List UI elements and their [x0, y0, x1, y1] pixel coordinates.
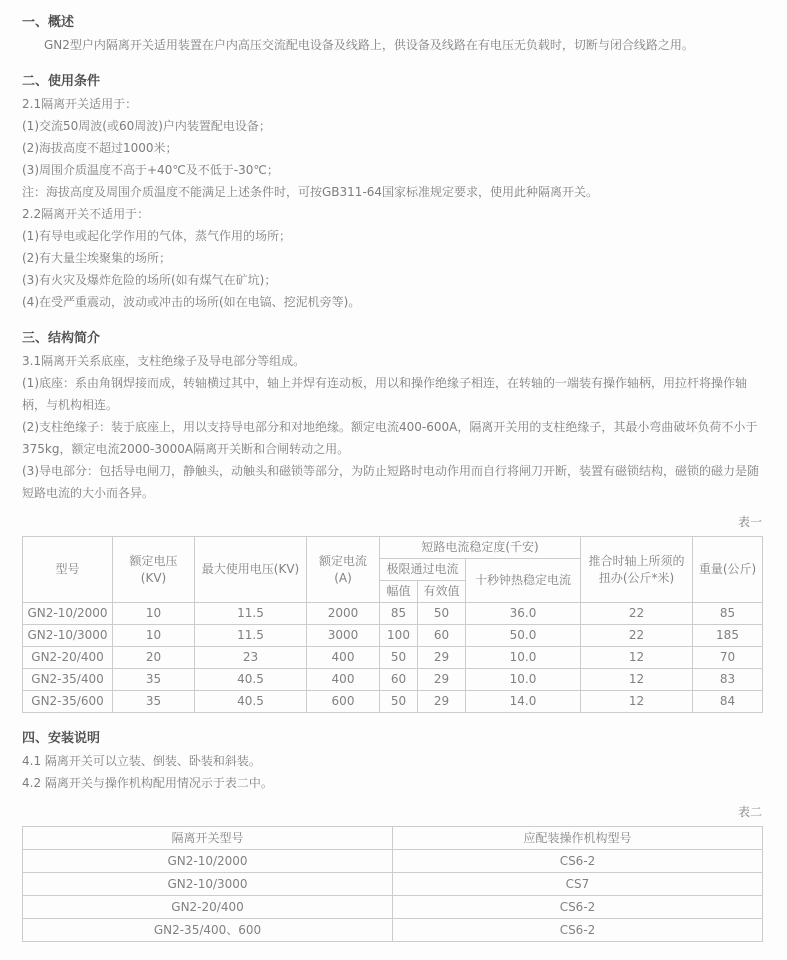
table-cell: 12 — [581, 669, 693, 691]
table-row — [23, 919, 763, 942]
section-structure-heading: 三、结构简介 — [22, 331, 101, 346]
table-cell: 185 — [693, 625, 763, 647]
table-cell: 12 — [581, 691, 693, 713]
table-cell: 20 — [113, 647, 195, 669]
table-cell: 50.0 — [466, 625, 581, 647]
col-header-effective-value: 有效值 — [418, 581, 466, 603]
table-cell: CS6-2 — [393, 896, 763, 919]
table-cell: 60 — [418, 625, 466, 647]
section-usage-heading: 二、使用条件 — [22, 74, 101, 89]
table-cell: 50 — [380, 647, 418, 669]
table-cell: 35 — [113, 691, 195, 713]
table-cell: 50 — [418, 603, 466, 625]
section-installation — [22, 728, 762, 794]
table-cell: 36.0 — [466, 603, 581, 625]
table-cell: 22 — [581, 625, 693, 647]
table-cell: GN2-20/400 — [23, 647, 113, 669]
col-header-amplitude: 幅值 — [380, 581, 418, 603]
structure-line: (2)支柱绝缘子：装于底座上，用以支持导电部分和对地绝缘。额定电流400-600A，隔离开关用的支柱绝缘子，其最小弯曲破坏负荷不小于375kg，额定电流2000-3000A隔离开关断和合闸转动之用。 — [22, 420, 758, 456]
col-header-max-voltage: 最大使用电压(KV) — [195, 537, 307, 603]
section-overview — [22, 12, 762, 56]
table-row — [23, 691, 763, 713]
structure-line: (3)导电部分：包括导电闸刀，静触头，动触头和磁锁等部分，为防止短路时电动作用而自行将闸刀开断，装置有磁锁结构，磁锁的磁力是随短路电流的大小而各异。 — [22, 464, 760, 500]
col-header-mechanism-model: 应配装操作机构型号 — [393, 827, 763, 850]
table-cell: GN2-10/3000 — [23, 873, 393, 896]
table1-label: 表一 — [737, 515, 762, 529]
structure-line: 3.1隔离开关系底座，支柱绝缘子及导电部分等组成。 — [22, 354, 306, 368]
usage-line: (2)有大量尘埃聚集的场所； — [22, 251, 171, 265]
table-cell: GN2-35/400、600 — [23, 919, 393, 942]
usage-line: (3)有火灾及爆炸危险的场所(如有煤气在矿坑)； — [22, 273, 277, 287]
section-usage-conditions — [22, 71, 762, 313]
usage-note: 注：海拔高度及周围介质温度不能满足上述条件时，可按GB311-64国家标准规定要求，使用此种隔离开关。 — [22, 185, 599, 199]
col-header-model: 型号 — [23, 537, 113, 603]
mechanism-header-row — [23, 827, 763, 850]
col-header-limit-through-current: 极限通过电流 — [380, 559, 466, 581]
table-cell: 84 — [693, 691, 763, 713]
col-header-torque: 推合时轴上所须的扭办(公斤*米) — [581, 537, 693, 603]
table-cell: CS6-2 — [393, 850, 763, 873]
mechanism-table-body — [23, 850, 763, 942]
table-cell: CS7 — [393, 873, 763, 896]
table-cell: 2000 — [307, 603, 380, 625]
section-installation-heading: 四、安装说明 — [22, 731, 101, 746]
table-row — [23, 850, 763, 873]
table-cell: GN2-10/3000 — [23, 625, 113, 647]
usage-line: (1)交流50周波(或60周波)户内装置配电设备； — [22, 119, 271, 133]
mechanism-table — [22, 826, 763, 942]
table-cell: 10.0 — [466, 669, 581, 691]
table-cell: 3000 — [307, 625, 380, 647]
table-cell: GN2-20/400 — [23, 896, 393, 919]
table-cell: 22 — [581, 603, 693, 625]
col-header-switch-model: 隔离开关型号 — [23, 827, 393, 850]
table-cell: 100 — [380, 625, 418, 647]
table-cell: GN2-10/2000 — [23, 850, 393, 873]
overview-paragraph: GN2型户内隔离开关适用装置在户内高压交流配电设备及线路上，供设备及线路在有电压无负载时，切断与闭合线路之用。 — [44, 38, 694, 52]
table-cell: 29 — [418, 691, 466, 713]
usage-line: (2)海拔高度不超过1000米； — [22, 141, 178, 155]
table-cell: 10 — [113, 625, 195, 647]
table-cell: GN2-10/2000 — [23, 603, 113, 625]
table-cell: 40.5 — [195, 669, 307, 691]
installation-line: 4.2 隔离开关与操作机构配用情况示于表二中。 — [22, 776, 273, 790]
table-cell: 400 — [307, 647, 380, 669]
table-row — [23, 647, 763, 669]
section-structure — [22, 328, 762, 504]
table-cell: 29 — [418, 647, 466, 669]
table-cell: 50 — [380, 691, 418, 713]
table-cell: GN2-35/600 — [23, 691, 113, 713]
table-cell: 12 — [581, 647, 693, 669]
usage-line: (1)有导电或起化学作用的气体，蒸气作用的场所； — [22, 229, 291, 243]
table-cell: 29 — [418, 669, 466, 691]
table-cell: 85 — [693, 603, 763, 625]
col-header-ten-sec-thermal: 十秒钟热稳定电流 — [466, 559, 581, 603]
table-cell: 23 — [195, 647, 307, 669]
mechanism-table-header — [23, 827, 763, 850]
table-row — [23, 873, 763, 896]
table-cell: 14.0 — [466, 691, 581, 713]
table-cell: 35 — [113, 669, 195, 691]
table-row — [23, 896, 763, 919]
spec-table — [22, 536, 763, 713]
table-cell: 400 — [307, 669, 380, 691]
usage-line: 2.2隔离开关不适用于： — [22, 207, 150, 221]
spec-table-header — [23, 537, 763, 603]
table-cell: 10 — [113, 603, 195, 625]
table2-label: 表二 — [737, 805, 762, 819]
table-cell: CS6-2 — [393, 919, 763, 942]
usage-line: (4)在受严重震动，波动或冲击的场所(如在电镐、挖泥机旁等)。 — [22, 295, 361, 309]
table-cell: 83 — [693, 669, 763, 691]
table-cell: 70 — [693, 647, 763, 669]
table-cell: 85 — [380, 603, 418, 625]
col-header-short-circuit-group: 短路电流稳定度(千安) — [380, 537, 581, 559]
table-cell: GN2-35/400 — [23, 669, 113, 691]
table-cell: 10.0 — [466, 647, 581, 669]
table-cell: 11.5 — [195, 625, 307, 647]
usage-line: (3)周围介质温度不高于+40℃及不低于-30℃； — [22, 163, 279, 177]
col-header-weight: 重量(公斤) — [693, 537, 763, 603]
table-cell: 40.5 — [195, 691, 307, 713]
table-cell: 60 — [380, 669, 418, 691]
installation-line: 4.1 隔离开关可以立装、倒装、卧装和斜装。 — [22, 754, 261, 768]
table-row — [23, 603, 763, 625]
spec-table-body — [23, 603, 763, 713]
col-header-rated-current: 额定电流(A) — [307, 537, 380, 603]
spec-header-row-1 — [23, 537, 763, 559]
table-row — [23, 669, 763, 691]
table-cell: 600 — [307, 691, 380, 713]
section-overview-heading: 一、概述 — [22, 15, 75, 30]
col-header-rated-voltage: 额定电压(KV) — [113, 537, 195, 603]
structure-line: (1)底座：系由角钢焊接而成，转轴横过其中，轴上并焊有连动板，用以和操作绝缘子相连，在转轴的一端装有操作轴柄，用拉杆将操作轴柄，与机构相连。 — [22, 376, 748, 412]
usage-line: 2.1隔离开关适用于： — [22, 97, 138, 111]
table-row — [23, 625, 763, 647]
table-cell: 11.5 — [195, 603, 307, 625]
